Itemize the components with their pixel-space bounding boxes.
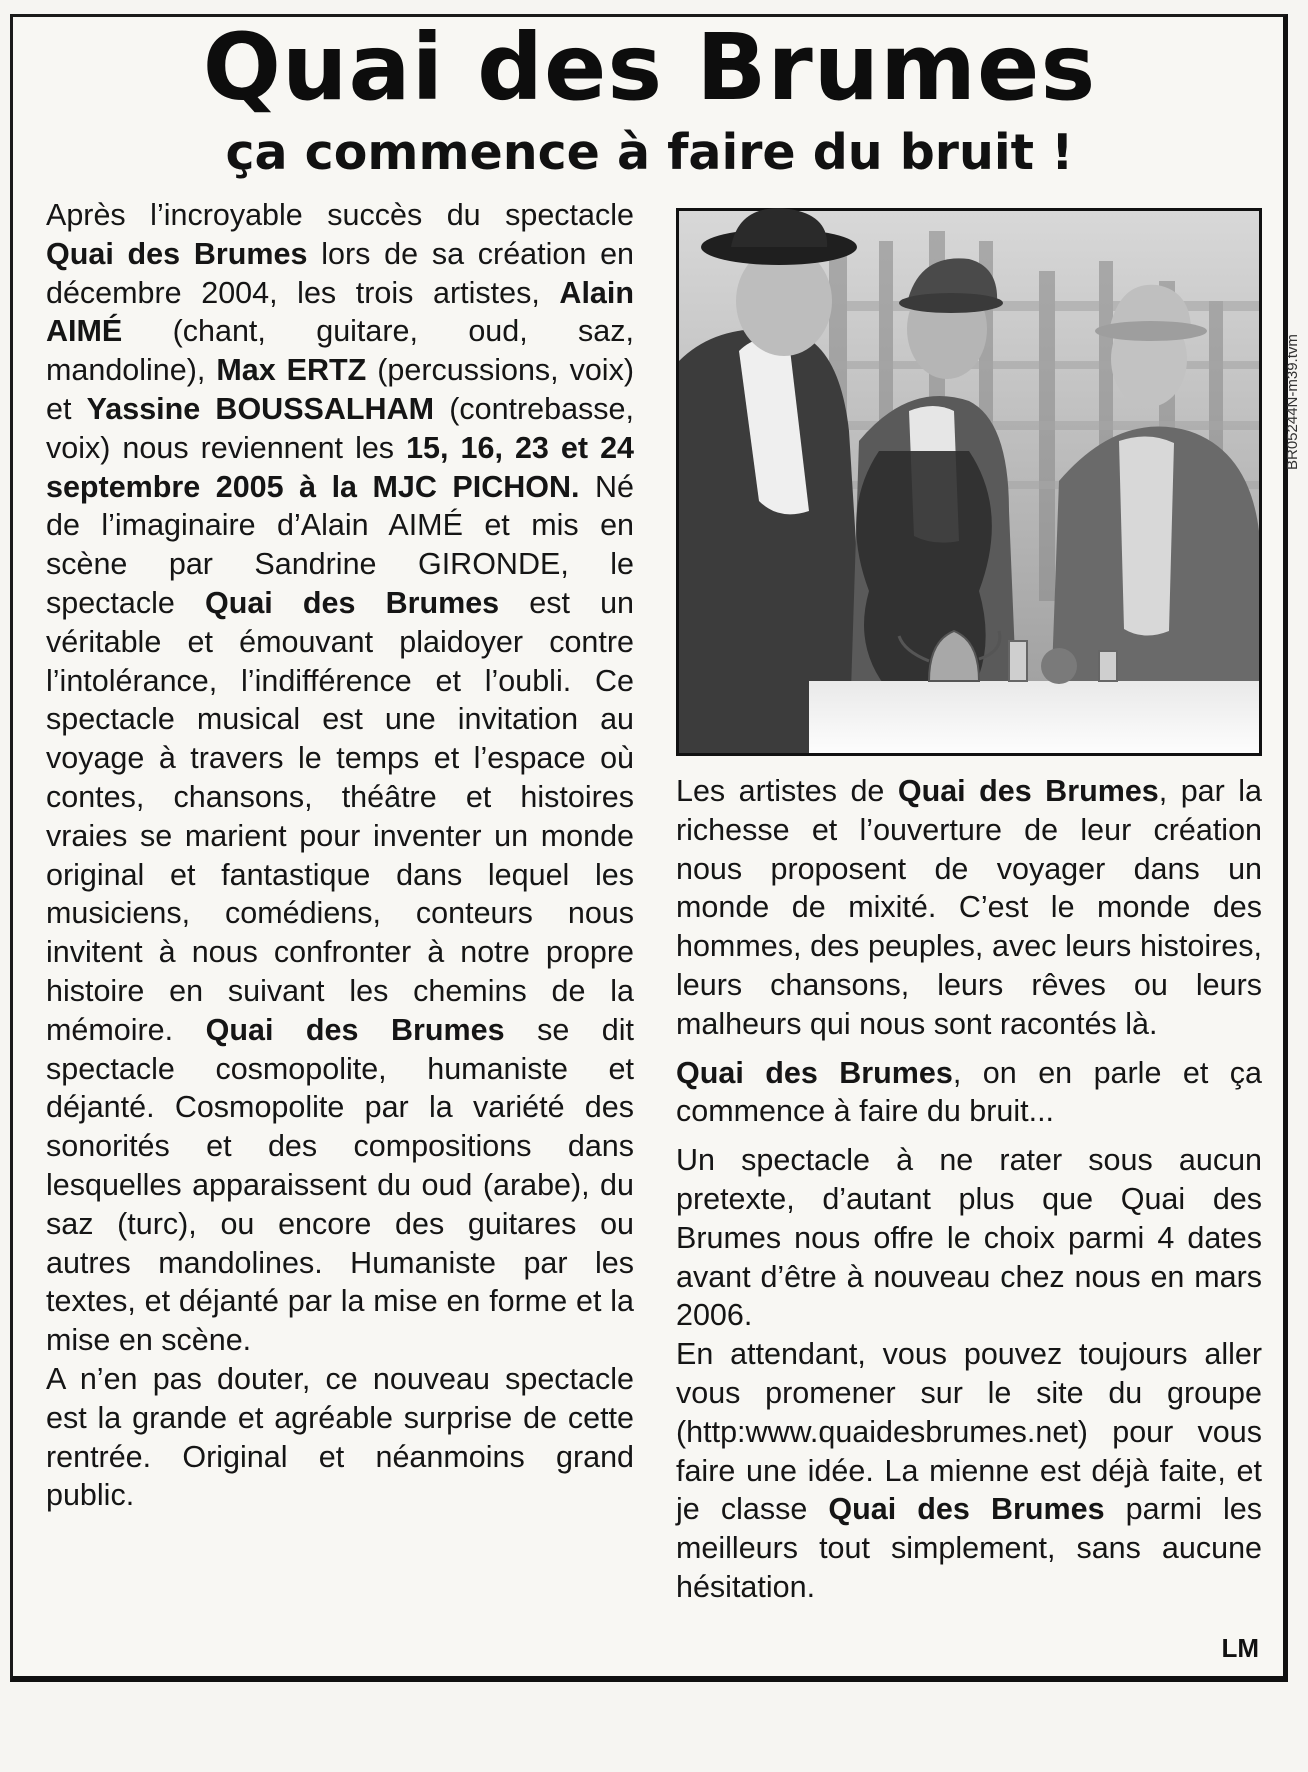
text-run: parmi les meilleurs tout simplement, sans aucune hésitation. <box>676 1492 1263 1604</box>
bold-run: Quai des Brumes <box>828 1492 1105 1527</box>
text-run: lors de sa création en décembre 2004, les trois artistes, <box>46 236 634 310</box>
text-run: Après l’incroyable succès du spectacle <box>46 198 634 232</box>
text-run: A n’en pas douter, ce nouveau spectacle est la grande et agréable surprise de cette rentrée. Original et néanmoins grand public. <box>46 1361 634 1513</box>
band-photo <box>676 208 1262 756</box>
side-code <box>1284 270 1308 470</box>
left-column <box>46 196 634 1515</box>
text-run: (percussions, voix) et <box>46 353 634 426</box>
left-column-text <box>46 196 634 1515</box>
text-run: Les artistes de <box>676 774 898 808</box>
bold-run: Quai des Brumes <box>205 1012 505 1047</box>
text-run: (contrebasse, voix) nous reviennent les <box>46 391 634 465</box>
text-run: se dit spectacle cosmopolite, humaniste et déjanté. Cosmopolite par la variété des sonorités et des compositions dans lesquelles apparaissent du oud (arabe), du saz (turc), ou encore des guitares ou autres mandolines. Humaniste par les textes, et déjanté par la mise en forme et la mise en scène. <box>46 1012 634 1358</box>
bold-run: Quai des Brumes <box>676 1055 953 1090</box>
author-signature: LM <box>1221 1633 1259 1663</box>
right-column <box>676 772 1262 1607</box>
bold-run: Max ERTZ <box>216 353 367 388</box>
bold-run: Quai des Brumes <box>204 585 500 620</box>
right-paragraph-2 <box>676 1054 1262 1132</box>
text-run: , on en parle et ça commence à faire du bruit... <box>676 1055 1262 1129</box>
text-run: est un véritable et émouvant plaidoyer contre l’intolérance, l’indifférence et l’oubli. Ce spectacle musical est une invitation au voyage à travers le temps et l’espace où contes, chansons, théâtre et histoires vraies se marient pour inventer un monde original et fantastique dans lequel les musiciens, comédiens, conteurs nous invitent à nous confronter à notre propre histoire en suivant les chemins de la mémoire. <box>46 585 635 1047</box>
right-paragraph-3 <box>676 1141 1262 1607</box>
text-run: Né de l’imaginaire d’Alain AIMÉ et mis en scène par Sandrine GIRONDE, le spectacle <box>46 469 634 620</box>
side-code-text: BR05244N-m39.tvm <box>1284 334 1301 470</box>
text-run: En attendant, vous pouvez toujours aller vous promener sur le site du groupe (http:www.quaidesbrumes.net) pour vous faire une idée. La mienne est déjà faite, et je classe <box>676 1337 1262 1527</box>
bold-run: Yassine BOUSSALHAM <box>86 391 435 426</box>
text-run: Un spectacle à ne rater sous aucun pretexte, d’autant plus que Quai des Brumes nous offre le choix parmi 4 dates avant d’être à nouveau chez nous en mars 2006. <box>676 1143 1262 1333</box>
bold-run: Quai des Brumes <box>897 774 1159 808</box>
right-paragraph-1 <box>676 772 1262 1044</box>
bold-run: Quai des Brumes <box>46 236 308 271</box>
bold-run: 15, 16, 23 et 24 septembre 2005 à la MJC PICHON. <box>46 430 634 504</box>
subheadline: ça commence à faire du bruit ! <box>225 124 1074 181</box>
band-photo-illustration <box>679 211 1259 753</box>
bold-run: Alain AIMÉ <box>46 275 634 349</box>
text-run: (chant, guitare, oud, saz, mandoline), <box>46 314 634 388</box>
headline: Quai des Brumes <box>202 14 1097 121</box>
text-run: , par la richesse et l’ouverture de leur création nous proposent de voyager dans un monde de mixité. C’est le monde des hommes, des peuples, avec leurs histoires, leurs chansons, leurs rêves ou leurs malheurs qui nous sont racontés là. <box>676 774 1263 1041</box>
